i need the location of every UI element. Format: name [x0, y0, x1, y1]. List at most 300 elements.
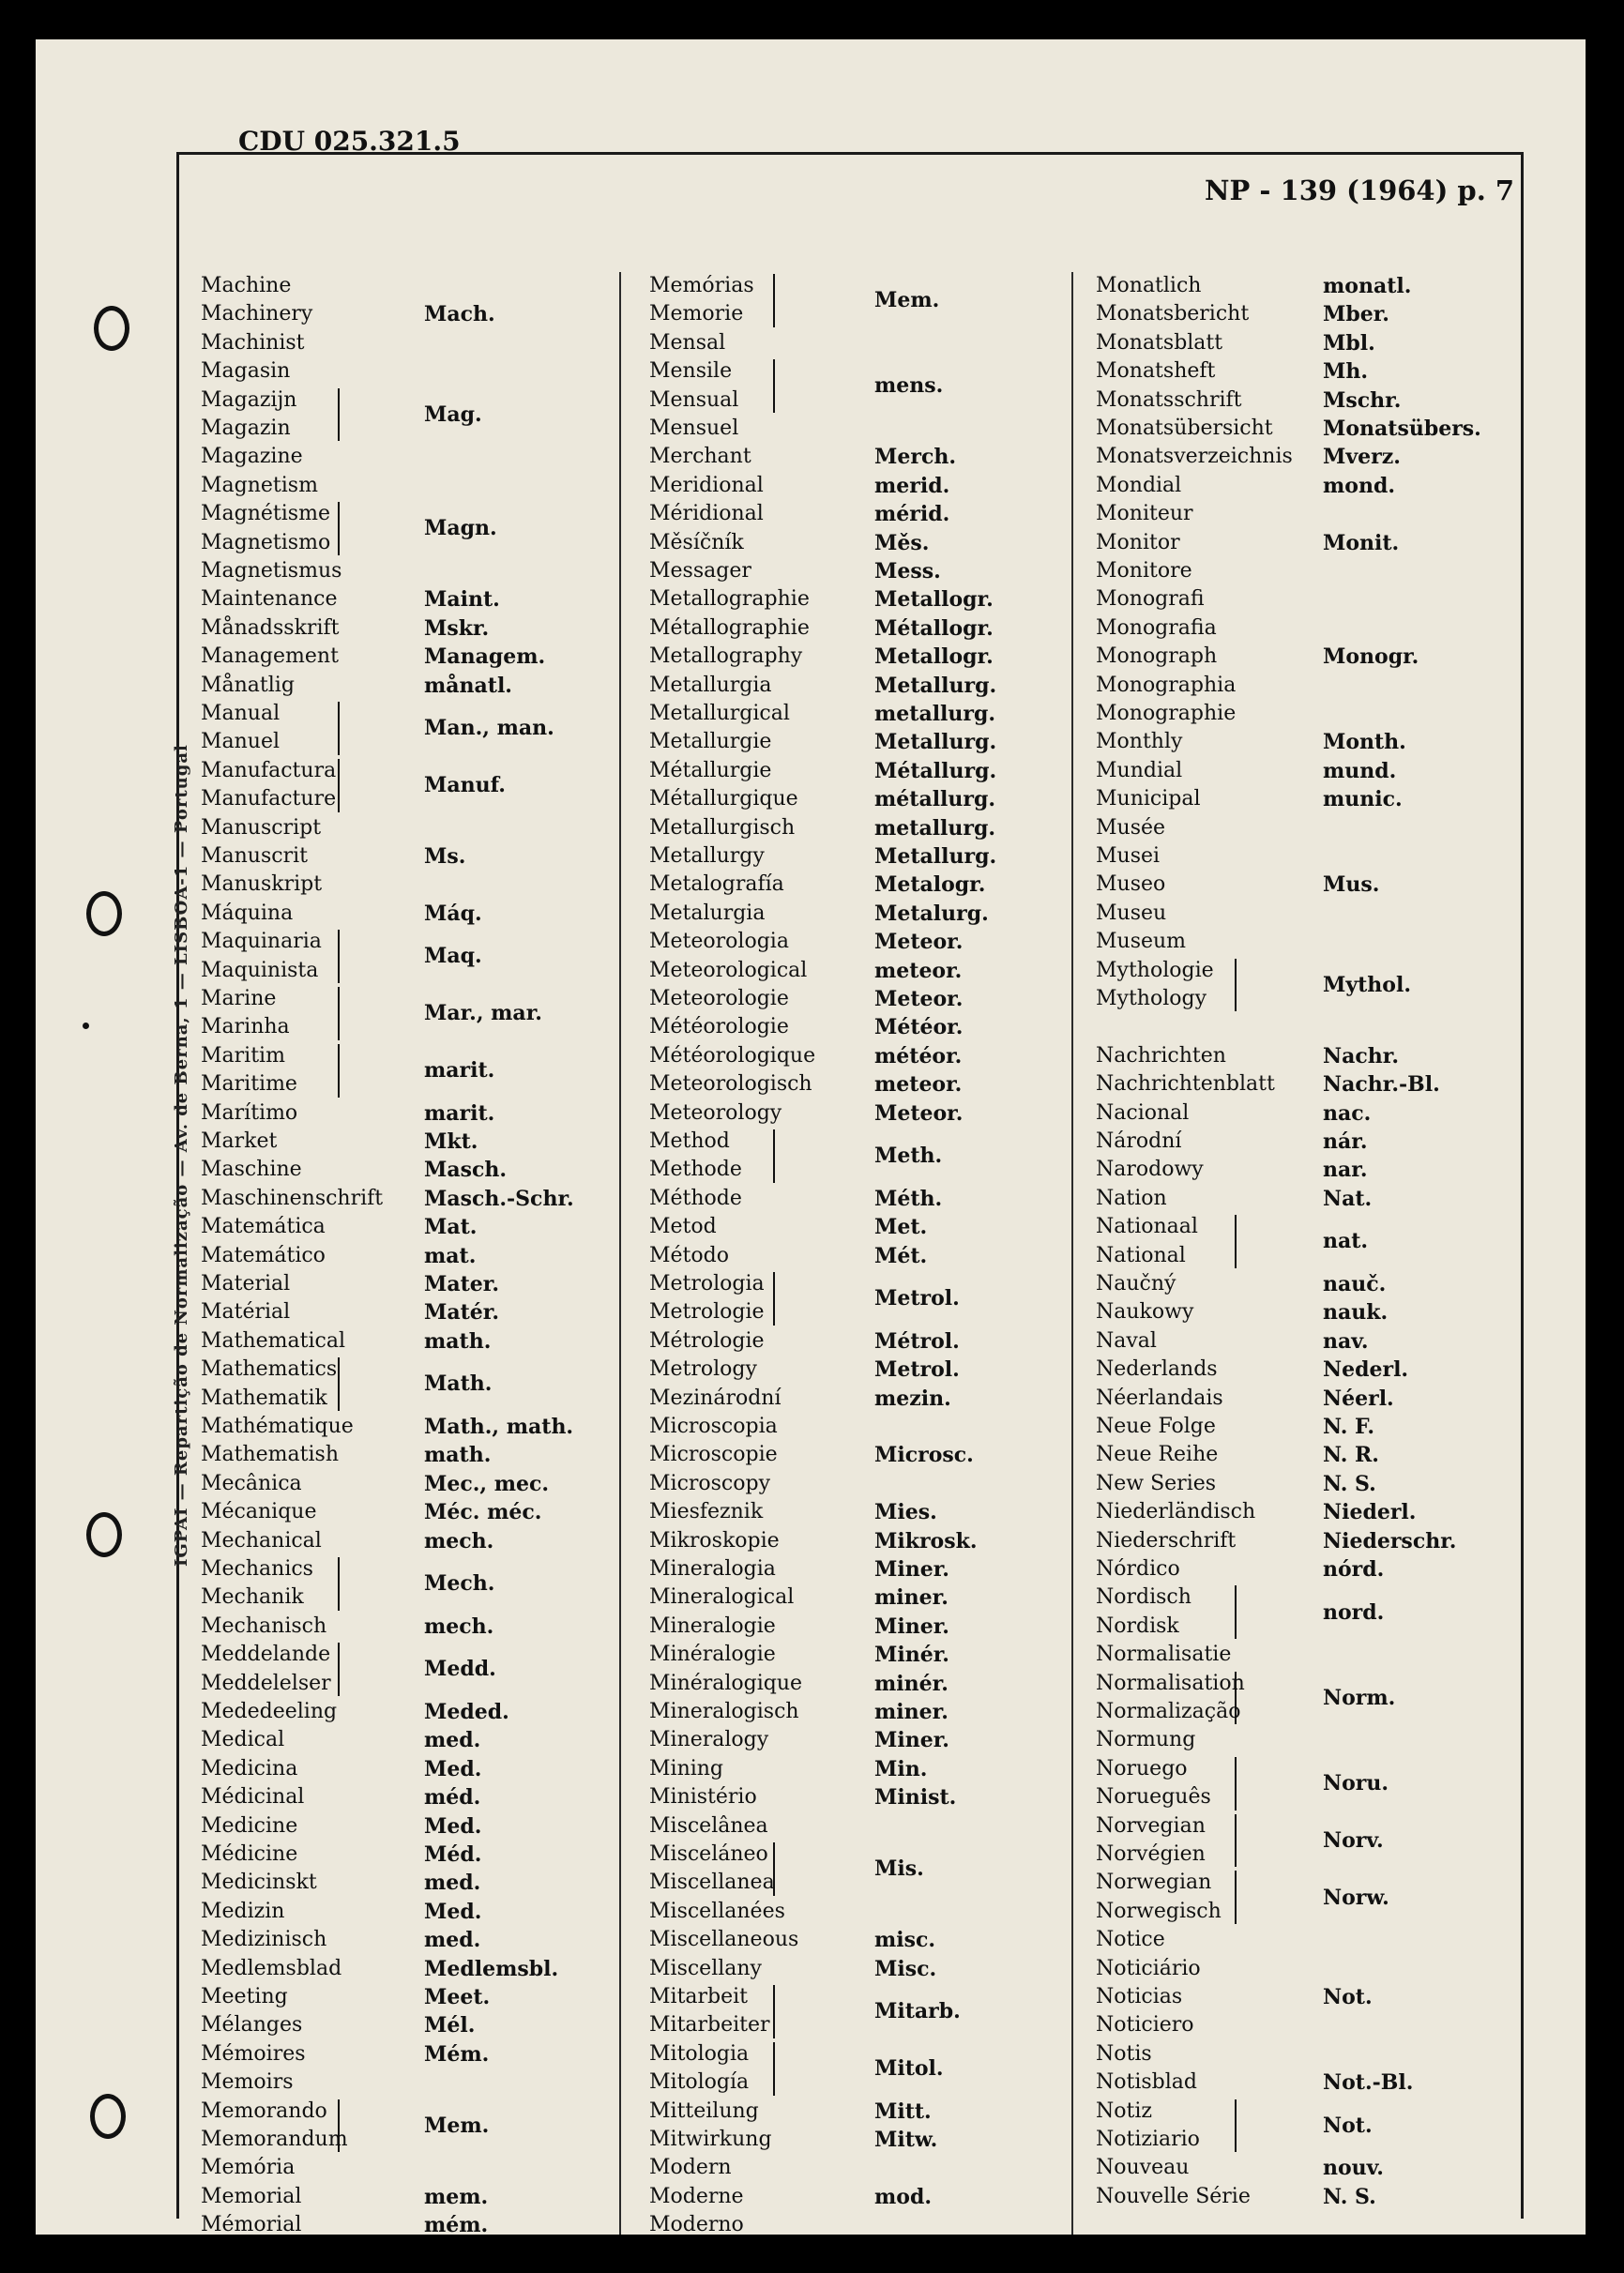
abbreviation-entry: Noru. — [1323, 1771, 1389, 1796]
punch-hole-icon — [90, 2094, 126, 2139]
term-entry: Miscellanea — [649, 1871, 775, 1895]
abbreviation-entry: Mitw. — [874, 2128, 938, 2152]
group-brace — [334, 759, 340, 812]
term-entry: Maritime — [201, 1072, 297, 1097]
group-brace — [334, 2099, 340, 2153]
term-entry: Musei — [1096, 844, 1161, 868]
term-entry: Mathematics — [201, 1357, 338, 1382]
abbreviation-entry: mond. — [1323, 473, 1395, 498]
ink-spot — [83, 1023, 89, 1029]
term-entry: Municipal — [1096, 787, 1201, 811]
abbreviation-entry: Min. — [874, 1756, 928, 1781]
abbreviation-entry: Norw. — [1323, 1885, 1389, 1910]
term-entry: Mineralogia — [649, 1557, 776, 1581]
abbreviation-entry: Mater. — [424, 1272, 499, 1296]
term-entry: Mechanics — [201, 1557, 313, 1581]
term-entry: Norueguês — [1096, 1785, 1211, 1810]
term-entry: Medicinskt — [201, 1871, 317, 1895]
abbreviation-entry: Norm. — [1323, 1685, 1396, 1710]
term-entry: Métallographie — [649, 615, 810, 640]
abbreviation-entry: munic. — [1323, 787, 1403, 812]
term-entry: Metallurgie — [649, 730, 772, 754]
group-brace — [1231, 1585, 1237, 1639]
term-entry: Mensile — [649, 359, 733, 384]
abbreviation-entry: Méth. — [874, 1186, 943, 1211]
term-entry: Notiziario — [1096, 2128, 1200, 2151]
abbreviation-entry: Monit. — [1323, 530, 1400, 555]
term-entry: Monatsheft — [1096, 359, 1216, 384]
abbreviation-entry: Med. — [424, 1756, 482, 1781]
term-entry: Maquinaria — [201, 930, 322, 954]
abbreviation-entry: Metallurg. — [874, 673, 997, 698]
term-entry: Meridional — [649, 473, 764, 497]
abbreviation-entry: merid. — [874, 473, 950, 498]
term-entry: Niederländisch — [1096, 1500, 1256, 1524]
abbreviation-entry: Managem. — [424, 644, 546, 670]
abbreviation-entry: Math. — [424, 1371, 493, 1397]
term-entry: Moniteur — [1096, 502, 1193, 526]
abbreviation-entry: Med. — [424, 1899, 482, 1924]
term-entry: Métrologie — [649, 1328, 765, 1353]
term-entry: Magnetismo — [201, 530, 331, 554]
term-entry: Mineralogisch — [649, 1700, 799, 1723]
term-entry: Mélanges — [201, 2013, 303, 2038]
abbreviation-entry: nac. — [1323, 1100, 1372, 1126]
abbreviation-entry: Microsc. — [874, 1443, 974, 1468]
term-entry: Metallurgy — [649, 844, 765, 868]
abbreviation-entry: Norv. — [1323, 1827, 1384, 1853]
abbreviation-entry: Mec., mec. — [424, 1471, 550, 1496]
term-entry: New Series — [1096, 1471, 1217, 1495]
term-entry: Memoirs — [201, 2070, 294, 2095]
abbreviation-entry: nat. — [1323, 1229, 1369, 1254]
term-entry: Notice — [1096, 1928, 1165, 1952]
abbreviation-entry: nauč. — [1323, 1272, 1387, 1296]
abbreviation-entry: Mh. — [1323, 359, 1369, 385]
term-entry: Néerlandais — [1096, 1386, 1223, 1410]
term-entry: Monatsverzeichnis — [1096, 445, 1293, 469]
abbreviation-entry: Mus. — [1323, 872, 1380, 898]
abbreviation-entry: Man., man. — [424, 716, 554, 741]
term-entry: Monographia — [1096, 673, 1237, 697]
term-entry: Magazijn — [201, 387, 297, 412]
term-entry: Museu — [1096, 901, 1167, 925]
abbreviation-entry: meteor. — [874, 1072, 963, 1098]
term-entry: Naukowy — [1096, 1300, 1194, 1325]
term-entry: Nordisk — [1096, 1614, 1179, 1638]
term-entry: Maquinista — [201, 958, 319, 982]
term-entry: Mitologia — [649, 2041, 750, 2066]
term-entry: Market — [201, 1129, 278, 1153]
term-entry: Mécanique — [201, 1500, 317, 1524]
abbreviation-entry: Metallogr. — [874, 644, 994, 670]
group-brace — [334, 1557, 340, 1611]
abbreviation-entry: Mag. — [424, 402, 482, 427]
term-entry: Métallurgie — [649, 758, 772, 782]
abbreviation-entry: Mbl. — [1323, 330, 1375, 356]
term-entry: Microscopy — [649, 1471, 771, 1495]
abbreviation-entry: Med. — [424, 1813, 482, 1839]
abbreviation-entry: Mitarb. — [874, 1999, 961, 2024]
abbreviation-entry: nord. — [1323, 1599, 1385, 1625]
group-brace — [769, 2042, 775, 2096]
term-entry: Manufacture — [201, 787, 337, 811]
group-brace — [1231, 1757, 1237, 1811]
term-entry: Manuscrit — [201, 844, 308, 868]
term-entry: Metallographie — [649, 587, 810, 612]
abbreviation-entry: Mkt. — [424, 1129, 478, 1154]
term-entry: Ministério — [649, 1785, 757, 1810]
abbreviation-entry: N. F. — [1323, 1415, 1375, 1439]
term-entry: Nationaal — [1096, 1215, 1198, 1239]
abbreviation-entry: Masch.-Schr. — [424, 1186, 574, 1211]
term-entry: Narodowy — [1096, 1158, 1204, 1182]
term-entry: Maschinenschrift — [201, 1186, 384, 1210]
term-entry: Médicine — [201, 1842, 298, 1866]
abbreviation-entry: Mém. — [424, 2041, 490, 2067]
group-brace — [334, 987, 340, 1040]
abbreviation-entry: Mech. — [424, 1571, 495, 1597]
group-brace — [769, 359, 775, 413]
abbreviation-entry: Miner. — [874, 1614, 949, 1639]
term-entry: Nachrichten — [1096, 1043, 1226, 1068]
abbreviation-entry: Méc. méc. — [424, 1500, 542, 1525]
group-brace — [1231, 959, 1237, 1012]
term-entry: Národní — [1096, 1129, 1182, 1153]
term-entry: Månadsskrift — [201, 615, 340, 640]
term-entry: Medizin — [201, 1899, 285, 1923]
term-entry: Medicine — [201, 1813, 298, 1838]
abbreviation-entry: Minér. — [874, 1643, 949, 1668]
term-entry: Medical — [201, 1728, 285, 1752]
abbreviation-entry: Merch. — [874, 445, 956, 470]
term-entry: Mineralogie — [649, 1614, 776, 1638]
abbreviation-entry: med. — [424, 1728, 481, 1753]
abbreviation-entry: météor. — [874, 1043, 963, 1068]
term-entry: Månatlig — [201, 673, 295, 697]
term-entry: Metod — [649, 1215, 717, 1239]
term-entry: Mitarbeit — [649, 1985, 749, 2008]
abbreviation-entry: Meet. — [424, 1985, 491, 2009]
abbreviation-entry: Nat. — [1323, 1186, 1373, 1211]
term-entry: Monografia — [1096, 615, 1217, 640]
term-entry: Notiz — [1096, 2099, 1152, 2123]
term-entry: Météorologique — [649, 1043, 816, 1068]
abbreviation-entry: Ms. — [424, 844, 466, 869]
term-entry: Metallography — [649, 644, 803, 669]
abbreviation-entry: Metallurg. — [874, 844, 997, 869]
punch-hole-icon — [94, 306, 129, 351]
term-entry: Neue Folge — [1096, 1415, 1216, 1438]
term-entry: Normalização — [1096, 1700, 1241, 1723]
abbreviation-entry: math. — [424, 1328, 492, 1354]
term-entry: Mededeeling — [201, 1700, 338, 1723]
abbreviation-entry: métallurg. — [874, 787, 996, 812]
term-entry: Magazin — [201, 417, 291, 440]
term-entry: National — [1096, 1243, 1186, 1267]
abbreviation-entry: Mach. — [424, 302, 495, 327]
term-entry: Monatsblatt — [1096, 330, 1223, 355]
term-entry: Nation — [1096, 1186, 1167, 1210]
term-entry: Metalografía — [649, 872, 784, 897]
term-entry: Magasin — [201, 359, 291, 384]
term-entry: Maschine — [201, 1158, 302, 1182]
abbreviation-entry: meteor. — [874, 958, 963, 983]
abbreviation-entry: Nachr.-Bl. — [1323, 1072, 1440, 1098]
group-brace — [769, 1985, 775, 2038]
term-entry: Merchant — [649, 445, 751, 469]
term-entry: Mythology — [1096, 987, 1207, 1010]
abbreviation-entry: Mitt. — [874, 2099, 932, 2124]
term-entry: Museum — [1096, 930, 1187, 954]
term-entry: Musée — [1096, 815, 1166, 840]
abbreviation-entry: Month. — [1323, 730, 1406, 755]
group-brace — [769, 1272, 775, 1326]
abbreviation-entry: Nederl. — [1323, 1357, 1409, 1383]
term-entry: Meddelelser — [201, 1671, 331, 1695]
term-entry: Meteorologisch — [649, 1072, 812, 1097]
term-entry: Metallurgisch — [649, 815, 796, 840]
term-entry: Metrologie — [649, 1300, 765, 1325]
term-entry: Miscellanées — [649, 1899, 785, 1923]
abbreviation-entry: N. S. — [1323, 2184, 1376, 2209]
abbreviation-entry: nár. — [1323, 1129, 1368, 1154]
term-entry: Miesfeznik — [649, 1500, 764, 1524]
abbreviation-entry: Manuf. — [424, 773, 506, 797]
punch-hole-icon — [86, 891, 122, 936]
abbreviation-entry: Metallurg. — [874, 730, 997, 755]
term-entry: Memórias — [649, 274, 754, 297]
term-entry: Minéralogique — [649, 1671, 803, 1695]
group-brace — [334, 388, 340, 442]
abbreviation-entry: Meded. — [424, 1700, 509, 1724]
term-entry: Máquina — [201, 901, 294, 925]
term-entry: Magnetismus — [201, 559, 342, 583]
abbreviation-entry: Metalurg. — [874, 901, 989, 926]
abbreviation-entry: Máq. — [424, 901, 482, 926]
term-entry: Naval — [1096, 1328, 1157, 1353]
term-entry: Miscellany — [649, 1956, 762, 1980]
term-entry: Medicina — [201, 1756, 298, 1781]
term-entry: Messager — [649, 559, 751, 583]
abbreviation-entry: Metrol. — [874, 1286, 960, 1311]
abbreviation-entry: Mis. — [874, 1856, 924, 1882]
term-entry: Méridional — [649, 502, 764, 526]
term-entry: Mitarbeiter — [649, 2013, 770, 2038]
abbreviation-entry: N. S. — [1323, 1471, 1376, 1496]
abbreviation-entry: Maq. — [424, 944, 482, 969]
abbreviation-entry: méd. — [424, 1785, 481, 1811]
abbreviation-entry: miner. — [874, 1585, 949, 1611]
abbreviation-entry: nav. — [1323, 1328, 1369, 1354]
term-entry: Norwegisch — [1096, 1899, 1222, 1923]
abbreviation-entry: Not.-Bl. — [1323, 2070, 1414, 2096]
term-entry: Maritim — [201, 1043, 285, 1068]
abbreviation-entry: mens. — [874, 373, 944, 399]
term-entry: Mathématique — [201, 1415, 354, 1438]
abbreviation-entry: Mber. — [1323, 302, 1389, 327]
abbreviation-entry: Monogr. — [1323, 644, 1419, 670]
abbreviation-entry: Mverz. — [1323, 445, 1401, 470]
abbreviation-entry: marit. — [424, 1100, 495, 1126]
term-entry: Meeting — [201, 1985, 288, 2008]
abbreviation-entry: Meth. — [874, 1144, 943, 1169]
term-entry: Mecânica — [201, 1471, 302, 1495]
term-entry: Mezinárodní — [649, 1386, 782, 1410]
term-entry: Method — [649, 1129, 730, 1153]
term-entry: Management — [201, 644, 339, 669]
term-entry: Nordisch — [1096, 1585, 1191, 1610]
term-entry: Norwegian — [1096, 1871, 1212, 1895]
term-entry: Mining — [649, 1756, 724, 1781]
abbreviation-entry: Mél. — [424, 2013, 476, 2038]
term-entry: Monographie — [1096, 702, 1237, 725]
term-entry: Mechanical — [201, 1528, 322, 1553]
term-entry: Manufactura — [201, 758, 337, 782]
abbreviation-entry: Météor. — [874, 1015, 964, 1040]
abbreviation-entry: mezin. — [874, 1386, 951, 1411]
group-brace — [769, 274, 775, 327]
term-entry: Nouveau — [1096, 2156, 1190, 2180]
term-entry: Normalisatie — [1096, 1643, 1232, 1667]
term-entry: Měsíčník — [649, 530, 744, 554]
abbreviation-entry: Métallogr. — [874, 615, 994, 641]
abbreviation-entry: mat. — [424, 1243, 477, 1268]
term-entry: Monitor — [1096, 530, 1180, 554]
term-entry: Microscopia — [649, 1415, 778, 1438]
term-entry: Medlemsblad — [201, 1956, 342, 1980]
term-entry: Monografi — [1096, 587, 1205, 612]
term-entry: Noticiero — [1096, 2013, 1194, 2038]
term-entry: Memorandum — [201, 2128, 348, 2151]
term-entry: Mathematik — [201, 1386, 327, 1410]
abbreviation-entry: math. — [424, 1443, 492, 1468]
abbreviation-entry: månatl. — [424, 673, 512, 698]
abbreviation-entry: Masch. — [424, 1158, 508, 1183]
term-entry: Notisblad — [1096, 2070, 1197, 2095]
abbreviation-entry: metallurg. — [874, 702, 996, 726]
term-entry: Mythologie — [1096, 958, 1214, 982]
term-entry: Manuscript — [201, 815, 322, 840]
publisher-imprint: IGPAI — Repartição de Normalização — Av. de Berna, 1 — LISBOA-1 — Portugal — [172, 744, 191, 1567]
abbreviation-entry: Mem. — [424, 2113, 490, 2138]
term-entry: Material — [201, 1272, 291, 1296]
abbreviation-entry: mod. — [874, 2184, 932, 2209]
term-entry: Machinery — [201, 302, 313, 326]
term-entry: Moderne — [649, 2184, 744, 2208]
term-entry: Neue Reihe — [1096, 1443, 1219, 1467]
term-entry: Mechanisch — [201, 1614, 327, 1638]
term-entry: Misceláneo — [649, 1842, 768, 1866]
abbreviation-entry: Miner. — [874, 1728, 949, 1753]
term-entry: Memória — [201, 2156, 296, 2180]
abbreviation-entry: Néerl. — [1323, 1386, 1394, 1411]
term-entry: Museo — [1096, 872, 1166, 897]
term-entry: Monograph — [1096, 644, 1218, 669]
term-entry: Marítimo — [201, 1100, 298, 1125]
abbreviation-entry: med. — [424, 1871, 481, 1896]
abbreviation-entry: Měs. — [874, 530, 930, 555]
abbreviation-entry: Mar., mar. — [424, 1001, 542, 1026]
term-entry: Magazine — [201, 445, 303, 469]
group-brace — [769, 1129, 775, 1183]
abbreviation-entry: Mskr. — [424, 615, 490, 641]
term-entry: Magnetism — [201, 473, 318, 497]
column-divider — [619, 272, 621, 2235]
term-entry: Mensuel — [649, 417, 739, 440]
abbreviation-entry: Niederschr. — [1323, 1528, 1457, 1553]
term-entry: Meteorologie — [649, 987, 789, 1010]
term-entry: Medizinisch — [201, 1928, 327, 1952]
term-entry: Miscellaneous — [649, 1928, 799, 1952]
term-entry: Norvégien — [1096, 1842, 1206, 1866]
abbreviation-entry: med. — [424, 1928, 481, 1953]
term-entry: Microscopie — [649, 1443, 778, 1467]
term-entry: Maintenance — [201, 587, 338, 612]
term-entry: Monthly — [1096, 730, 1183, 754]
abbreviation-entry: marit. — [424, 1058, 495, 1083]
abbreviation-entry: Mschr. — [1323, 387, 1402, 413]
abbreviation-entry: nar. — [1323, 1158, 1368, 1183]
term-entry: Meteorology — [649, 1100, 782, 1125]
abbreviation-entry: mund. — [1323, 758, 1397, 783]
term-entry: Mondial — [1096, 473, 1182, 497]
term-entry: Métallurgique — [649, 787, 798, 811]
group-brace — [334, 502, 340, 555]
abbreviation-entry: Mies. — [874, 1500, 937, 1525]
term-entry: Noticiário — [1096, 1956, 1201, 1980]
term-entry: Norvegian — [1096, 1813, 1206, 1838]
term-entry: Notis — [1096, 2041, 1152, 2066]
term-entry: Nachrichtenblatt — [1096, 1072, 1275, 1097]
abbreviation-entry: Medd. — [424, 1657, 496, 1682]
term-entry: Meteorologia — [649, 930, 789, 954]
group-brace — [334, 1044, 340, 1098]
term-entry: Machinist — [201, 330, 305, 355]
term-entry: Moderno — [649, 2213, 744, 2237]
page-frame — [176, 152, 1524, 2219]
term-entry: Manuel — [201, 730, 281, 754]
group-brace — [769, 1842, 775, 1896]
abbreviation-entry: mérid. — [874, 502, 950, 527]
abbreviation-entry: mech. — [424, 1614, 494, 1639]
term-entry: Monitore — [1096, 559, 1192, 583]
term-entry: Metalurgia — [649, 901, 766, 925]
term-entry: Meteorological — [649, 958, 808, 982]
abbreviation-entry: Minist. — [874, 1785, 957, 1811]
abbreviation-entry: mem. — [424, 2184, 489, 2209]
abbreviation-entry: Métallurg. — [874, 758, 997, 783]
abbreviation-entry: nouv. — [1323, 2156, 1384, 2181]
abbreviation-entry: Maint. — [424, 587, 500, 613]
term-entry: Manuskript — [201, 872, 323, 897]
term-entry: Método — [649, 1243, 729, 1267]
abbreviation-entry: Met. — [874, 1215, 928, 1240]
group-brace — [334, 1643, 340, 1696]
abbreviation-entry: monatl. — [1323, 274, 1412, 298]
abbreviation-entry: Nachr. — [1323, 1043, 1399, 1068]
abbreviation-entry: Magn. — [424, 516, 497, 541]
term-entry: Monatsübersicht — [1096, 417, 1273, 440]
abbreviation-entry: mém. — [424, 2213, 489, 2238]
term-entry: Miscelânea — [649, 1813, 768, 1838]
abbreviation-entry: Mikrosk. — [874, 1528, 978, 1553]
column-divider — [1071, 272, 1073, 2235]
term-entry: Noticias — [1096, 1985, 1183, 2008]
group-brace — [1231, 2099, 1237, 2153]
term-entry: Mémoires — [201, 2041, 306, 2066]
term-entry: Marine — [201, 987, 277, 1010]
